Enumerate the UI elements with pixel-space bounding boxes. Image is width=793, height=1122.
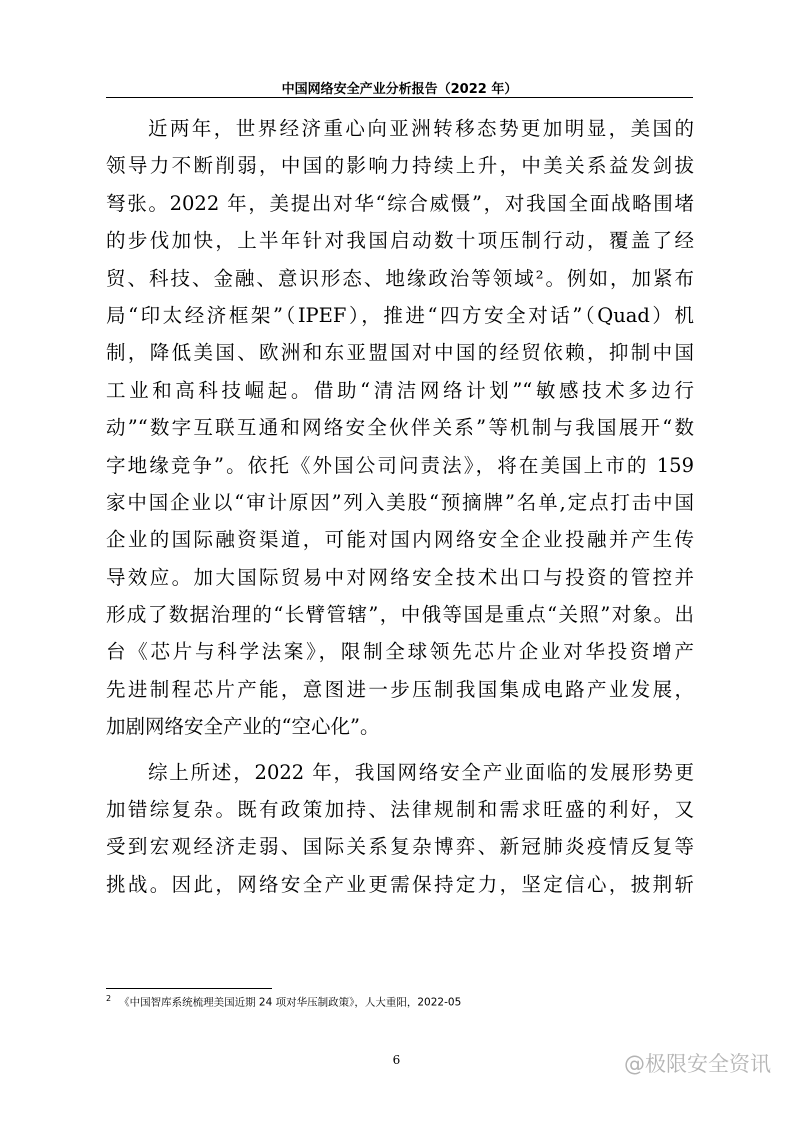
text-line: 先进制程芯片产能，意图进一步压制我国集成电路产业发展， <box>106 677 694 701</box>
running-header-title: 中国网络安全产业分析报告（2022 年） <box>281 82 518 97</box>
text-line: 贸、科技、金融、意识形态、地缘政治等领域²。例如，加紧布 <box>106 266 694 290</box>
text-line: 加剧网络安全产业的“空心化”。 <box>106 715 380 739</box>
text-line: 近两年，世界经济重心向亚洲转移态势更加明显，美国的 <box>148 117 694 140</box>
text-line: 挑战。因此，网络安全产业更需保持定力，坚定信心，披荆斩 <box>106 872 694 896</box>
footnote-rule <box>106 988 272 989</box>
footnote <box>106 994 461 1010</box>
body-text <box>106 110 694 903</box>
watermark: @极限安全资讯 <box>624 1052 771 1076</box>
text-line: 弩张。2022 年，美提出对华“综合威慑”，对我国全面战略围堵 <box>106 191 694 215</box>
text-line: 加错综复杂。既有政策加持、法律规制和需求旺盛的利好，又 <box>106 798 694 822</box>
text-line: 制，降低美国、欧洲和东亚盟国对中国的经贸依赖，抑制中国 <box>106 341 694 365</box>
text-line: 综上所述，2022 年，我国网络安全产业面临的发展形势更 <box>148 760 694 784</box>
page-number: 6 <box>392 1053 401 1067</box>
footnote-marker: 2 <box>106 994 112 1003</box>
text-line: 台《芯片与科学法案》，限制全球领先芯片企业对华投资增产 <box>106 640 694 664</box>
text-line: 的步伐加快，上半年针对我国启动数十项压制行动，覆盖了经 <box>106 229 694 253</box>
paragraph-1 <box>106 110 694 746</box>
text-line: 形成了数据治理的“长臂管辖”，中俄等国是重点“关照”对象。出 <box>106 603 694 627</box>
text-line: 企业的国际融资渠道，可能对国内网络安全企业投融并产生传 <box>106 528 694 552</box>
text-line: 字地缘竞争”。依托《外国公司问责法》，将在美国上市的 159 <box>106 453 694 477</box>
footnote-text: 《中国智库系统梳理美国近期 24 项对华压制政策》，人大重阳，2022-05 <box>119 996 462 1009</box>
text-line: 局“印太经济框架”（IPEF），推进“四方安全对话”（Quad）机 <box>106 303 694 327</box>
paragraph-2 <box>106 754 694 904</box>
text-line: 工业和高科技崛起。借助“清洁网络计划”“敏感技术多边行 <box>106 378 694 402</box>
text-line: 领导力不断削弱，中国的影响力持续上升，中美关系益发剑拔 <box>106 154 694 178</box>
text-line: 受到宏观经济走弱、国际关系复杂博弈、新冠肺炎疫情反复等 <box>106 835 694 859</box>
text-line: 导效应。加大国际贸易中对网络安全技术出口与投资的管控并 <box>106 565 694 589</box>
text-line: 动”“数字互联互通和网络安全伙伴关系”等机制与我国展开“数 <box>106 416 694 440</box>
header-rule <box>106 97 693 98</box>
text-line: 家中国企业以“审计原因”列入美股“预摘牌”名单,定点打击中国 <box>106 490 694 514</box>
